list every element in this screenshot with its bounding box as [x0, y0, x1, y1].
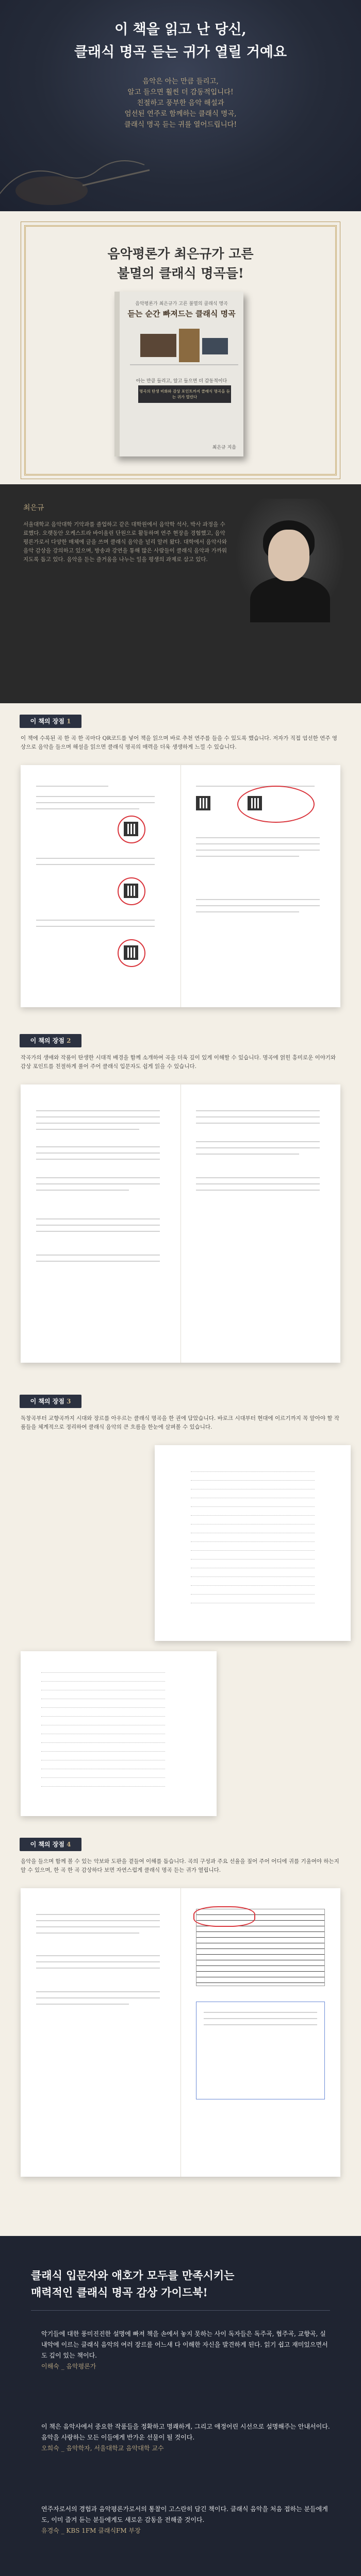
closing-divider [31, 2310, 330, 2311]
hero-section [0, 0, 361, 211]
author-photo-body [250, 576, 330, 622]
feature-description: 작곡가의 생애와 작품이 탄생한 시대적 배경을 함께 소개하여 곡을 더욱 깊이 있게 이해할 수 있습니다. 명곡에 얽힌 흥미로운 이야기와 감상 포인트를 친절하게 풀어 주어 클래식 입문자도 쉽게 읽을 수 있습니다. [21, 1055, 336, 1070]
highlight-circle [237, 786, 315, 823]
book-panel-section [0, 211, 361, 484]
author-section [0, 484, 361, 703]
hero-intro-line: 음악은 아는 만큼 들리고, [142, 77, 219, 86]
hero-intro-line: 알고 들으면 훨씬 더 감동적입니다! [127, 88, 234, 96]
feature-description: 이 책에 수록된 곡 한 곡 한 곡마다 QR코드를 넣어 책을 읽으며 바로 추천 연주를 들을 수 있도록 했습니다. 저자가 직접 엄선한 연주 영상으로 음악을 들으며 해설을 읽으면 클래식 명곡의 매력을 더욱 생생하게 느낄 수 있습니다. [21, 735, 337, 750]
book-spread-preview [21, 1888, 340, 2177]
feature-description: 독창곡부터 교향곡까지 시대와 장르를 아우르는 클래식 명곡을 한 권에 담았습니다. 바로크 시대부터 현대에 이르기까지 꼭 알아야 할 작품들을 체계적으로 정리하여 클래식 음악의 큰 흐름을 한눈에 살펴볼 수 있습니다. [21, 1415, 339, 1430]
highlight-circle [118, 816, 145, 843]
feature-section-1 [0, 703, 361, 1023]
toc-page-preview [21, 1651, 217, 1816]
closing-headline [31, 2267, 330, 2301]
feature-tag-number: 1 [67, 718, 71, 725]
review-quote-text: 악기들에 대한 풍미진진한 설명에 빠져 책을 손에서 놓지 못하는 사이 독자들은 독주곡, 협주곡, 교향곡, 실내악에 이르는 클래식 음악의 여러 장르를 어느새 다 이해한 자신을 발견하게 된다. 읽기 쉽고 재미있으면서도 깊이 있는 책이다. [41, 2330, 328, 2359]
hero-headline-line: 클래식 명곡 듣는 귀가 열릴 거예요 [74, 44, 287, 60]
review-quote-text: 이 책은 음악사에서 중요한 작품들을 정확하고 명쾌하게, 그리고 애정어린 시선으로 설명해주는 안내서이다. 음악을 사랑하는 모든 이들에게 반가운 선물이 될 것이다. [41, 2423, 330, 2441]
feature-tag-number: 4 [67, 1841, 71, 1848]
feature-tag [20, 1838, 81, 1851]
book-cover-instruments-illustration [130, 324, 238, 370]
highlight-circle [193, 1906, 255, 1927]
book-cover-blurb: 명곡의 탄생 비화와 감상 포인트까지 클래식 명곡을 듣는 귀가 열린다 [139, 389, 231, 399]
hero-intro [0, 76, 361, 130]
review-quote [41, 2421, 330, 2454]
review-quote-source: 이해숙 _ 음악평론가 [41, 2363, 96, 2370]
hero-intro-line: 클래식 명곡 듣는 귀를 열어드립니다! [124, 121, 237, 129]
review-quote-source: 유경숙 _ KBS 1FM 클래식FM 부장 [41, 2527, 141, 2534]
feature-tag [20, 715, 81, 728]
hero-headline [0, 19, 361, 64]
feature-tag-label: 이 책의 장점 [30, 718, 64, 725]
book-spread-preview [21, 765, 340, 1007]
feature-tag-number: 2 [67, 1037, 71, 1044]
book-cover-title: 듣는 순간 빠져드는 클래식 명곡 [127, 309, 236, 318]
closing-headline-line: 클래식 입문자와 애호가 모두를 만족시키는 [31, 2269, 235, 2282]
feature-tag-label: 이 책의 장점 [30, 1037, 64, 1044]
feature-description: 음악을 들으며 함께 볼 수 있는 악보와 도판을 곁들여 이해를 돕습니다. 곡의 구성과 주요 선율을 짚어 주어 어디에 귀를 기울여야 하는지 알 수 있으며, 한 곡 한 곡 감상하다 보면 자연스럽게 클래식 명곡 듣는 귀가 열립니다. [21, 1858, 339, 1873]
book-cover-author: 최은규 지음 [212, 445, 236, 450]
review-quote [41, 2504, 330, 2536]
book-panel-title-line: 불멸의 클래식 명곡들! [117, 266, 244, 281]
book-spread-preview [21, 1084, 340, 1363]
book-panel-title [0, 244, 361, 283]
book-panel-title-line: 음악평론가 최은규가 고른 [107, 246, 254, 261]
feature-tag [20, 1395, 81, 1408]
review-quote-text: 연주자로서의 경험과 음악평론가로서의 통찰이 고스란히 담긴 책이다. 클래식 음악을 처음 접하는 분들에게도, 이미 즐겨 듣는 분들에게도 새로운 감동을 전해줄 것이다. [41, 2505, 328, 2523]
author-photo-face [268, 530, 309, 581]
spread-gutter [180, 1084, 181, 1363]
sidebar-box-figure [196, 2002, 325, 2099]
violin-illustration [0, 139, 155, 216]
review-quote [41, 2329, 330, 2372]
feature-tag-number: 3 [67, 1398, 71, 1405]
author-name: 최은규 [23, 504, 44, 512]
feature-tag [20, 1034, 81, 1047]
author-bio: 서울대학교 음악대학 기악과를 졸업하고 같은 대학원에서 음악학 석사, 박사 과정을 수료했다. 오랫동안 오케스트라 바이올린 단원으로 활동하며 연주 현장을 경험했고, 음악평론가로서 다양한 매체에 글을 쓰며 클래식 음악을 널리 알려 왔다. 대학에서 음악사와 음악 감상을 강의하고 있으며, 방송과 강연을 통해 많은 사람들이 클래식 음악과 가까워지도록 돕고 있다. 음악을 듣는 즐거움을 나누는 일을 평생의 과제로 삼고 있다. [23, 521, 227, 563]
hero-headline-line: 이 책을 읽고 난 당신, [114, 22, 247, 38]
closing-headline-line: 매력적인 클래식 명곡 감상 가이드북! [31, 2286, 208, 2299]
feature-section-2 [0, 1023, 361, 1383]
closing-section [0, 2236, 361, 2576]
spread-gutter [180, 765, 181, 1007]
feature-tag-label: 이 책의 장점 [30, 1841, 64, 1848]
author-photo [235, 499, 346, 622]
book-cover-tagline: 아는 만큼 들리고, 알고 들으면 더 감동적이다 [136, 379, 227, 384]
book-cover-subtitle: 음악평론가 최은규가 고른 불멸의 클래식 명곡 [135, 301, 228, 307]
hero-intro-line: 친절하고 풍부한 음악 해설과 [137, 99, 224, 107]
feature-section-3 [0, 1383, 361, 1826]
toc-list [41, 1667, 165, 1789]
toc-list [191, 1466, 315, 1606]
hero-intro-line: 엄선된 연주로 함께하는 클래식 명곡, [124, 110, 237, 118]
book-cover [114, 292, 243, 456]
feature-section-4 [0, 1826, 361, 2236]
qr-code-icon [196, 796, 210, 810]
spread-gutter [180, 1888, 181, 2177]
toc-page-preview [155, 1445, 351, 1641]
highlight-circle [118, 939, 145, 967]
book-cover-blurb-band [138, 385, 231, 403]
feature-tag-label: 이 책의 장점 [30, 1398, 64, 1405]
review-quote-source: 오희숙 _ 음악학자, 서울대학교 음악대학 교수 [41, 2445, 164, 2452]
highlight-circle [118, 877, 145, 905]
